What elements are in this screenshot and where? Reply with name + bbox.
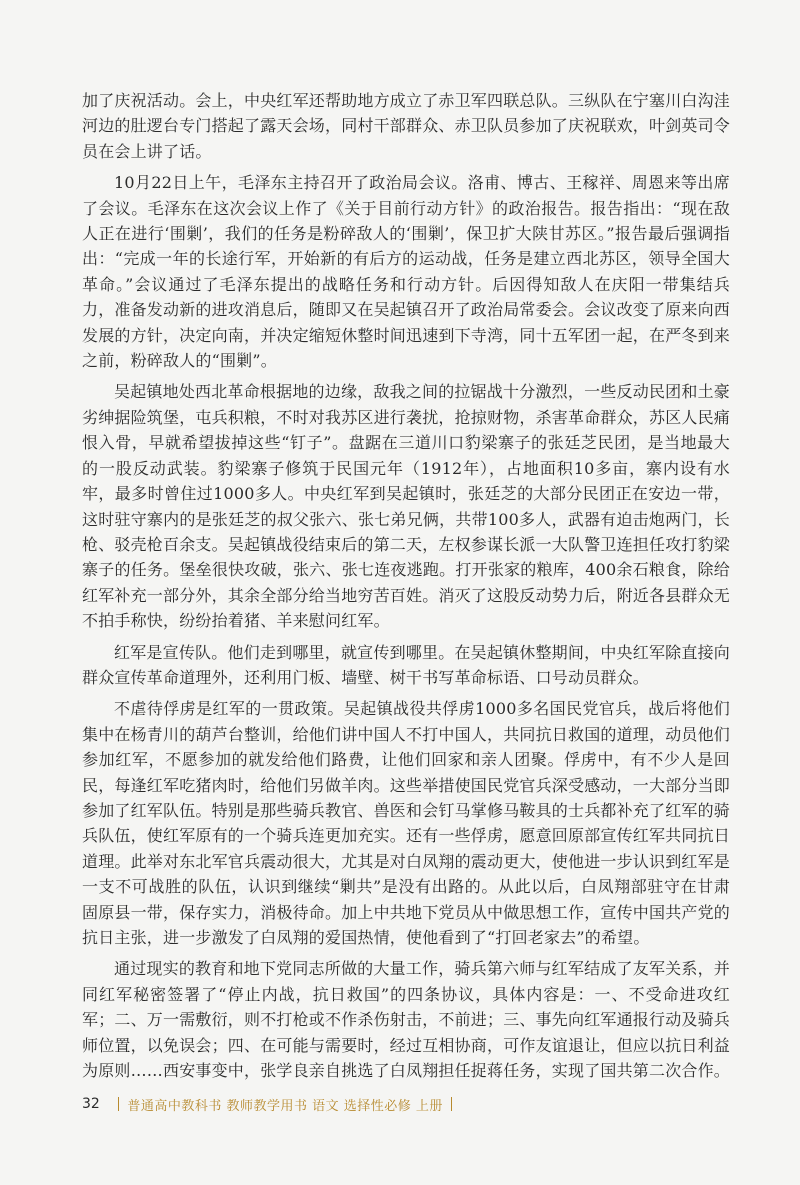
- paragraph-1: 加了庆祝活动。会上，中央红军还帮助地方成立了赤卫军四联总队。三纵队在宁塞川白沟洼河边的肚逻台专门搭起了露天会场，同村干部群众、赤卫队员参加了庆祝联欢，叶剑英司令员在会上讲了话。: [82, 91, 731, 161]
- page-footer: [82, 1092, 460, 1116]
- page-number: 32: [82, 1096, 100, 1112]
- paragraph-2: 10月22日上午，毛泽东主持召开了政治局会议。洛甫、博古、王稼祥、周恩来等出席了会议。毛泽东在这次会议上作了《关于目前行动方针》的政治报告。报告指出：“现在敌人正在进行‘围剿’，我们的任务是粉碎敌人的‘围剿’，保卫扩大陕甘苏区。”报告最后强调指出：“完成一年的长途行军，开始新的有后方的运动战，任务是建立西北苏区，领导全国大革命。”会议通过了毛泽东提出的战略任务和行动方针。后因得知敌人在庆阳一带集结兵力，准备发动新的进攻消息后，随即又在吴起镇召开了政治局常委会。会议改变了原来向西发展的方针，决定向南，并决定缩短休整时间迅速到下寺湾，同十五军团一起，在严冬到来之前，粉碎敌人的“围剿”。: [82, 173, 731, 371]
- paragraph-3: 吴起镇地处西北革命根据地的边缘，敌我之间的拉锯战十分激烈，一些反动民团和土豪劣绅据险筑堡，屯兵积粮，不时对我苏区进行袭扰，抢掠财物，杀害革命群众，苏区人民痛恨入骨，早就希望拔掉这些“钉子”。盘踞在三道川口豹梁寨子的张廷芝民团，是当地最大的一股反动武装。豹梁寨子修筑于民国元年（1912年），占地面积10多亩，寨内设有水牢，最多时曾住过1000多人。中央红军到吴起镇时，张廷芝的大部分民团正在安边一带，这时驻守寨内的是张廷芝的叔父张六、张七弟兄俩，共带100多人，武器有迫击炮两门，长枪、驳壳枪百余支。吴起镇战役结束后的第二天，左权参谋长派一大队警卫连担任攻打豹梁寨子的任务。堡垒很快攻破，张六、张七连夜逃跑。打开张家的粮库，400余石粮食，除给红军补充一部分外，其余全部分给当地穷苦百姓。消灭了这股反动势力后，附近各县群众无不拍手称快，纷纷抬着猪、羊来慰问红军。: [82, 382, 731, 631]
- book-title: 普通高中教科书 教师教学用书 语文 选择性必修 上册: [127, 1098, 443, 1114]
- footer-separator-left: [118, 1097, 120, 1111]
- paragraph-5: 不虐待俘虏是红军的一贯政策。吴起镇战役共俘虏1000多名国民党官兵，战后将他们集中在杨青川的葫芦台整训，给他们讲中国人不打中国人，共同抗日救国的道理，动员他们参加红军，不愿参加的就发给他们路费，让他们回家和亲人团聚。俘虏中，有不少人是回民，每逢红军吃猪肉时，给他们另做羊肉。这些举措使国民党官兵深受感动，一大部分当即参加了红军队伍。特别是那些骑兵教官、兽医和会钉马掌修马鞍具的士兵都补充了红军的骑兵队伍，使红军原有的一个骑兵连更加充实。还有一些俘虏，愿意回原部宣传红军共同抗日道理。此举对东北军官兵震动很大，尤其是对白凤翔的震动更大，使他进一步认识到红军是一支不可战胜的队伍，认识到继续“剿共”是没有出路的。从此以后，白凤翔部驻守在甘肃固原县一带，保存实力，消极待命。加上中共地下党员从中做思想工作，宣传中国共产党的抗日主张，进一步激发了白凤翔的爱国热情，使他看到了“打回老家去”的希望。: [82, 699, 731, 947]
- footer-separator-right: [451, 1097, 453, 1111]
- paragraph-6: 通过现实的教育和地下党同志所做的大量工作，骑兵第六师与红军结成了友军关系，并同红军秘密签署了“停止内战，抗日救国”的四条协议，具体内容是：一、不受命进攻红军；二、万一需敷衍，则不打枪或不作杀伤射击，不前进；三、事先向红军通报行动及骑兵师位置，以免误会；四、在可能与需要时，经过互相协商，可作友谊退让，但应以抗日利益为原则……西安事变中，张学良亲自挑选了白凤翔担任捉蒋任务，实现了国共第二次合作。: [82, 959, 731, 1081]
- paragraph-4: 红军是宣传队。他们走到哪里，就宣传到哪里。在吴起镇休整期间，中央红军除直接向群众宣传革命道理外，还利用门板、墙壁、树干书写革命标语、口号动员群众。: [82, 642, 730, 687]
- document-body: [82, 88, 730, 1089]
